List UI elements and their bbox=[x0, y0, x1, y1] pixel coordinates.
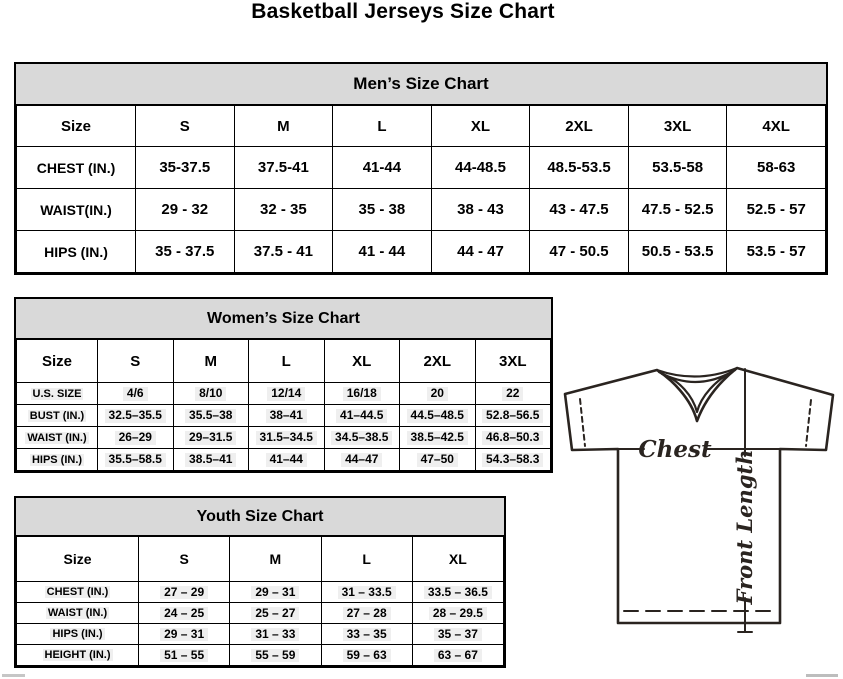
size-cell bbox=[249, 449, 325, 471]
size-cell bbox=[136, 231, 235, 273]
size-value: 44–47 bbox=[341, 453, 382, 466]
column-header-xl: XL bbox=[324, 340, 400, 383]
size-value: 29 – 31 bbox=[160, 628, 208, 641]
size-cell bbox=[628, 189, 727, 231]
size-cell bbox=[475, 427, 551, 449]
size-value: 46.8–50.3 bbox=[482, 431, 543, 444]
right-cuff-dashed-line bbox=[806, 400, 811, 446]
size-value: 12/14 bbox=[267, 387, 305, 400]
column-header-m: M bbox=[234, 106, 333, 147]
row-label bbox=[17, 405, 98, 427]
scrollbar-fragment-right[interactable] bbox=[806, 674, 838, 677]
row-label bbox=[17, 383, 98, 405]
size-value: 27 – 28 bbox=[343, 607, 391, 620]
size-value: 32.5–35.5 bbox=[105, 409, 166, 422]
size-cell bbox=[173, 383, 249, 405]
size-value: 44-48.5 bbox=[455, 159, 506, 176]
table-row bbox=[17, 449, 551, 471]
size-cell bbox=[249, 427, 325, 449]
size-value: 37.5-41 bbox=[257, 159, 309, 176]
size-value: 54.3–58.3 bbox=[482, 453, 543, 466]
size-cell bbox=[230, 603, 321, 624]
size-value: 58-63 bbox=[757, 159, 796, 176]
row-label bbox=[17, 147, 136, 189]
size-value: 47 - 50.5 bbox=[549, 243, 609, 260]
size-cell bbox=[333, 189, 432, 231]
size-cell bbox=[333, 231, 432, 273]
column-header-s: S bbox=[139, 537, 230, 582]
size-cell bbox=[234, 147, 333, 189]
size-value: 27 – 29 bbox=[160, 586, 208, 599]
size-value: 51 – 55 bbox=[160, 649, 208, 662]
row-label-text: WAIST(IN.) bbox=[40, 201, 112, 218]
size-cell bbox=[136, 189, 235, 231]
size-cell bbox=[98, 427, 174, 449]
row-label-text: HIPS (IN.) bbox=[31, 453, 83, 466]
size-cell bbox=[628, 231, 727, 273]
row-label bbox=[17, 624, 139, 645]
size-value: 34.5–38.5 bbox=[331, 431, 392, 444]
row-label bbox=[17, 449, 98, 471]
size-cell bbox=[139, 624, 230, 645]
chest-label: Chest bbox=[638, 436, 712, 463]
column-header-2xl: 2XL bbox=[530, 106, 629, 147]
size-value: 29 – 31 bbox=[251, 586, 299, 599]
size-value: 38–41 bbox=[266, 409, 307, 422]
size-cell bbox=[475, 405, 551, 427]
size-value: 16/18 bbox=[343, 387, 381, 400]
row-label-text: BUST (IN.) bbox=[29, 409, 85, 422]
scrollbar-fragment-left[interactable] bbox=[2, 674, 25, 677]
size-value: 38.5–42.5 bbox=[407, 431, 468, 444]
size-cell bbox=[431, 147, 530, 189]
mens-size-table bbox=[16, 105, 826, 273]
size-cell bbox=[530, 231, 629, 273]
row-label-text: HIPS (IN.) bbox=[44, 243, 108, 260]
row-label bbox=[17, 231, 136, 273]
size-value: 63 – 67 bbox=[434, 649, 482, 662]
size-cell bbox=[324, 405, 400, 427]
column-header-2xl: 2XL bbox=[400, 340, 476, 383]
size-value: 20 bbox=[427, 387, 448, 400]
size-value: 41-44 bbox=[362, 159, 402, 176]
row-label bbox=[17, 582, 139, 603]
size-value: 41–44.5 bbox=[336, 409, 387, 422]
table-row bbox=[17, 231, 826, 273]
size-value: 38 - 43 bbox=[457, 201, 504, 218]
header-row bbox=[17, 106, 826, 147]
size-cell bbox=[324, 383, 400, 405]
column-header-s: S bbox=[136, 106, 235, 147]
size-cell bbox=[475, 449, 551, 471]
column-header-xl: XL bbox=[412, 537, 503, 582]
size-cell bbox=[173, 405, 249, 427]
size-value: 31 – 33 bbox=[251, 628, 299, 641]
size-cell bbox=[727, 189, 826, 231]
size-value: 33 – 35 bbox=[343, 628, 391, 641]
jersey-measurement-diagram bbox=[555, 360, 843, 660]
left-cuff-dashed-line bbox=[580, 399, 585, 446]
size-value: 48.5-53.5 bbox=[547, 159, 611, 176]
column-header-m: M bbox=[173, 340, 249, 383]
size-cell bbox=[98, 449, 174, 471]
size-cell bbox=[324, 449, 400, 471]
size-cell bbox=[139, 645, 230, 666]
size-value: 35.5–58.5 bbox=[105, 453, 166, 466]
column-header-m: M bbox=[230, 537, 321, 582]
size-cell bbox=[530, 189, 629, 231]
size-value: 29 - 32 bbox=[161, 201, 209, 218]
size-value: 53.5 - 57 bbox=[746, 243, 806, 260]
size-value: 35 - 37.5 bbox=[155, 243, 215, 260]
size-cell bbox=[400, 427, 476, 449]
size-value: 44 - 47 bbox=[457, 243, 504, 260]
row-label-text: WAIST (IN.) bbox=[27, 431, 87, 444]
size-value: 22 bbox=[502, 387, 523, 400]
size-cell bbox=[412, 624, 503, 645]
size-value: 35 – 37 bbox=[434, 628, 482, 641]
column-header-4xl: 4XL bbox=[727, 106, 826, 147]
table-row bbox=[17, 603, 504, 624]
size-value: 44.5–48.5 bbox=[407, 409, 468, 422]
size-value: 25 – 27 bbox=[251, 607, 299, 620]
row-label-text: CHEST (IN.) bbox=[46, 586, 109, 598]
size-value: 28 – 29.5 bbox=[429, 607, 487, 620]
size-value: 38.5–41 bbox=[185, 453, 236, 466]
size-cell bbox=[249, 405, 325, 427]
size-cell bbox=[431, 231, 530, 273]
size-value: 47–50 bbox=[417, 453, 458, 466]
size-cell bbox=[230, 645, 321, 666]
size-cell bbox=[324, 427, 400, 449]
size-value: 41 - 44 bbox=[358, 243, 406, 260]
size-value: 26–29 bbox=[115, 431, 156, 444]
row-label-text: WAIST (IN.) bbox=[47, 607, 108, 619]
youth-size-table bbox=[16, 536, 504, 666]
size-cell bbox=[136, 147, 235, 189]
size-cell bbox=[475, 383, 551, 405]
size-cell bbox=[98, 405, 174, 427]
front-length-label: Front Length bbox=[732, 449, 757, 605]
size-cell bbox=[400, 405, 476, 427]
size-value: 53.5-58 bbox=[652, 159, 704, 176]
size-cell bbox=[400, 449, 476, 471]
mens-chart-title: Men’s Size Chart bbox=[16, 64, 826, 105]
header-row bbox=[17, 340, 551, 383]
size-cell bbox=[234, 189, 333, 231]
size-cell bbox=[321, 624, 412, 645]
size-value: 37.5 - 41 bbox=[253, 243, 313, 260]
size-cell bbox=[333, 147, 432, 189]
table-row bbox=[17, 582, 504, 603]
corner-header: Size bbox=[17, 340, 98, 383]
size-cell bbox=[230, 582, 321, 603]
size-cell bbox=[412, 582, 503, 603]
size-value: 32 - 35 bbox=[259, 201, 307, 218]
size-cell bbox=[321, 582, 412, 603]
womens-size-table bbox=[16, 339, 551, 471]
size-cell bbox=[321, 645, 412, 666]
size-value: 41–44 bbox=[266, 453, 307, 466]
column-header-3xl: 3XL bbox=[628, 106, 727, 147]
size-cell bbox=[530, 147, 629, 189]
size-cell bbox=[173, 427, 249, 449]
table-row bbox=[17, 189, 826, 231]
size-value: 55 – 59 bbox=[251, 649, 299, 662]
column-header-l: L bbox=[333, 106, 432, 147]
row-label-text: HIPS (IN.) bbox=[52, 628, 103, 640]
size-cell bbox=[412, 603, 503, 624]
size-value: 31.5–34.5 bbox=[256, 431, 317, 444]
table-row bbox=[17, 645, 504, 666]
column-header-xl: XL bbox=[431, 106, 530, 147]
size-value: 4/6 bbox=[123, 387, 148, 400]
column-header-s: S bbox=[98, 340, 174, 383]
size-value: 29–31.5 bbox=[185, 431, 236, 444]
row-label-text: CHEST (IN.) bbox=[36, 159, 116, 176]
column-header-l: L bbox=[249, 340, 325, 383]
size-cell bbox=[400, 383, 476, 405]
table-row bbox=[17, 147, 826, 189]
size-value: 35 - 38 bbox=[358, 201, 406, 218]
size-cell bbox=[98, 383, 174, 405]
table-row bbox=[17, 624, 504, 645]
table-row bbox=[17, 383, 551, 405]
header-row bbox=[17, 537, 504, 582]
row-label bbox=[17, 645, 139, 666]
row-label-text: HEIGHT (IN.) bbox=[44, 649, 111, 661]
column-header-3xl: 3XL bbox=[475, 340, 551, 383]
youth-size-chart-section bbox=[14, 496, 506, 668]
size-value: 47.5 - 52.5 bbox=[641, 201, 714, 218]
womens-chart-title: Women’s Size Chart bbox=[16, 299, 551, 339]
mens-size-chart-section bbox=[14, 62, 828, 275]
size-value: 35-37.5 bbox=[159, 159, 211, 176]
youth-chart-title: Youth Size Chart bbox=[16, 498, 504, 536]
size-cell bbox=[230, 624, 321, 645]
size-value: 50.5 - 53.5 bbox=[641, 243, 714, 260]
size-cell bbox=[139, 582, 230, 603]
page-title: Basketball Jerseys Size Chart bbox=[251, 0, 555, 23]
size-value: 59 – 63 bbox=[343, 649, 391, 662]
size-value: 35.5–38 bbox=[185, 409, 236, 422]
size-cell bbox=[173, 449, 249, 471]
size-cell bbox=[249, 383, 325, 405]
table-row bbox=[17, 427, 551, 449]
size-value: 8/10 bbox=[195, 387, 226, 400]
size-cell bbox=[727, 231, 826, 273]
row-label bbox=[17, 603, 139, 624]
womens-size-chart-section bbox=[14, 297, 553, 473]
size-cell bbox=[321, 603, 412, 624]
table-row bbox=[17, 405, 551, 427]
size-value: 24 – 25 bbox=[160, 607, 208, 620]
size-value: 31 – 33.5 bbox=[338, 586, 396, 599]
row-label bbox=[17, 189, 136, 231]
size-value: 52.8–56.5 bbox=[482, 409, 543, 422]
size-cell bbox=[431, 189, 530, 231]
column-header-l: L bbox=[321, 537, 412, 582]
size-value: 43 - 47.5 bbox=[549, 201, 609, 218]
size-cell bbox=[628, 147, 727, 189]
size-cell bbox=[139, 603, 230, 624]
size-cell bbox=[727, 147, 826, 189]
size-value: 33.5 – 36.5 bbox=[424, 586, 492, 599]
corner-header: Size bbox=[17, 537, 139, 582]
row-label bbox=[17, 427, 98, 449]
size-cell bbox=[234, 231, 333, 273]
corner-header: Size bbox=[17, 106, 136, 147]
size-cell bbox=[412, 645, 503, 666]
row-label-text: U.S. SIZE bbox=[32, 387, 82, 400]
size-value: 52.5 - 57 bbox=[746, 201, 806, 218]
